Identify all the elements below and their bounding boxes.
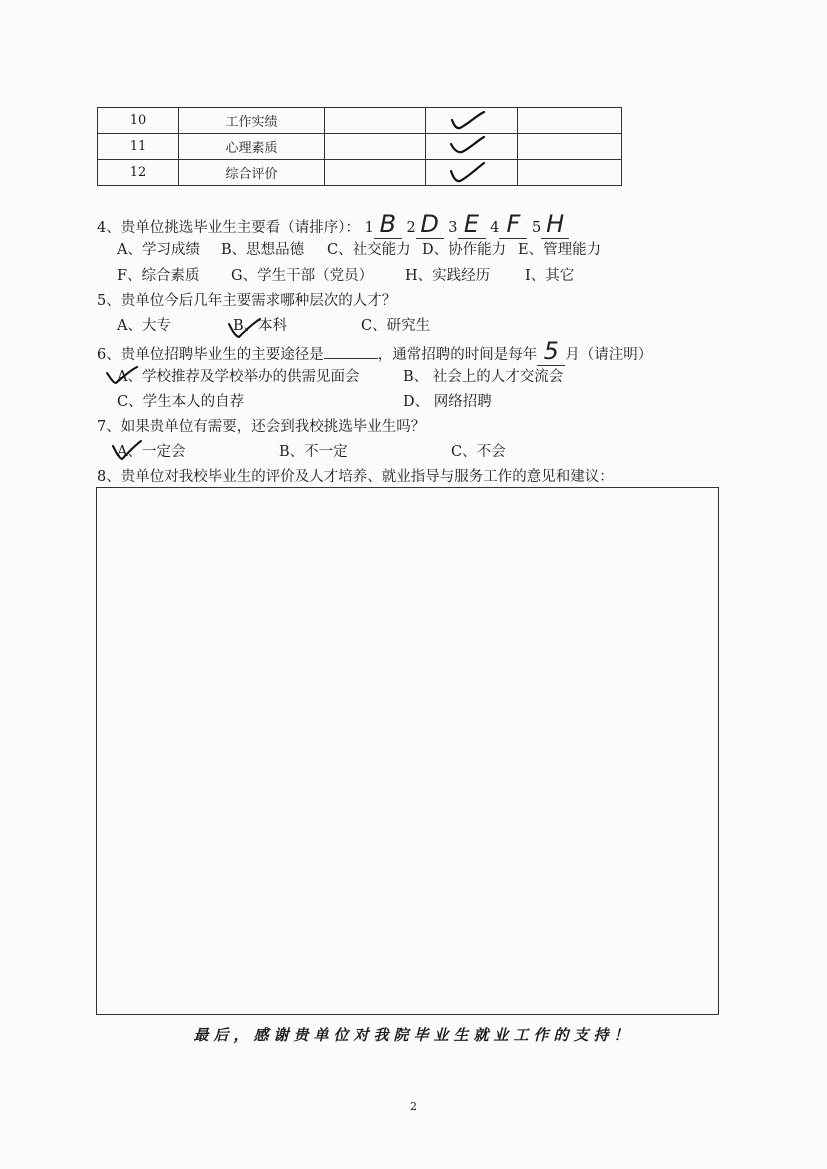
option-c[interactable]: C、不会: [451, 444, 506, 460]
empty-cell: [518, 134, 622, 160]
rank-3-answer: E: [463, 210, 480, 238]
rank-5-answer: H: [546, 210, 565, 238]
checked-cell[interactable]: [426, 160, 518, 186]
row-item: 综合评价: [179, 160, 325, 186]
q4-prompt: 4、贵单位挑选毕业生主要看（请排序）：: [97, 220, 360, 236]
empty-cell: [325, 134, 426, 160]
table-row: [98, 108, 622, 134]
rank-4[interactable]: 4 F: [490, 220, 527, 236]
check-mark-icon: [448, 135, 488, 159]
empty-cell: [518, 160, 622, 186]
month-blank[interactable]: [537, 337, 565, 366]
closing-message: 最后，感谢贵单位对我院毕业生就业工作的支持！: [193, 1026, 634, 1044]
checked-cell[interactable]: [426, 134, 518, 160]
q6-options-row2: [117, 392, 492, 412]
q5-options: [117, 316, 430, 336]
q8-prompt: 8、贵单位对我校毕业生的评价及人才培养、就业指导与服务工作的意见和建议：: [97, 469, 614, 485]
q7-options: [117, 442, 506, 462]
option-b[interactable]: B、本科: [233, 318, 288, 334]
q5-prompt: 5、贵单位今后几年主要需求哪种层次的人才？: [97, 293, 397, 309]
option-d[interactable]: D、协作能力: [422, 242, 507, 258]
checked-cell[interactable]: [426, 108, 518, 134]
q4-question: [97, 210, 569, 239]
rank-2[interactable]: 2 D: [406, 220, 443, 236]
row-number: 12: [98, 160, 179, 186]
option-a[interactable]: A、一定会: [117, 444, 186, 460]
option-d[interactable]: D、 网络招聘: [403, 394, 492, 410]
option-b[interactable]: B、思想品德: [221, 242, 305, 258]
page-number: 2: [410, 1100, 417, 1113]
q4-options-row2: [117, 266, 574, 286]
option-c[interactable]: C、学生本人的自荐: [117, 394, 245, 410]
empty-cell: [325, 108, 426, 134]
option-b[interactable]: B、 社会上的人才交流会: [403, 369, 564, 385]
option-g[interactable]: G、学生干部（党员）: [231, 268, 374, 284]
row-number: 10: [98, 108, 179, 134]
q7-prompt: 7、如果贵单位有需要，还会到我校挑选毕业生吗？: [97, 419, 426, 435]
q6-prompt-c: 月（请注明）: [565, 347, 653, 363]
empty-cell: [518, 108, 622, 134]
check-mark-icon: [226, 316, 262, 342]
option-a[interactable]: A、学校推荐及学校举办的供需见面会: [117, 369, 360, 385]
option-f[interactable]: F、综合素质: [117, 268, 200, 284]
option-h[interactable]: H、实践经历: [405, 268, 491, 284]
option-e[interactable]: E、管理能力: [518, 242, 602, 258]
rank-1-answer: B: [379, 210, 397, 238]
rank-5[interactable]: 5 H: [532, 220, 569, 236]
option-i[interactable]: I、其它: [525, 268, 575, 284]
comments-box[interactable]: [96, 487, 719, 1015]
evaluation-table: [97, 107, 622, 186]
row-item: 工作实绩: [179, 108, 325, 134]
option-a[interactable]: A、学习成绩: [117, 242, 200, 258]
row-item: 心理素质: [179, 134, 325, 160]
check-mark-icon: [448, 109, 488, 133]
option-b[interactable]: B、不一定: [279, 444, 348, 460]
rank-4-answer: F: [506, 210, 521, 238]
q6-options-row1: [117, 367, 563, 387]
check-mark-icon: [448, 161, 488, 185]
check-mark-icon: [110, 438, 144, 464]
q6-prompt-a: 6、贵单位招聘毕业生的主要途径是: [97, 347, 324, 363]
option-c[interactable]: C、社交能力: [327, 242, 411, 258]
rank-1[interactable]: 1 B: [365, 220, 402, 236]
check-mark-icon: [104, 364, 140, 388]
route-blank[interactable]: [324, 358, 378, 359]
table-row: [98, 134, 622, 160]
rank-2-answer: D: [420, 210, 439, 238]
q6-question: [97, 337, 653, 366]
q4-options-row1: [117, 240, 601, 260]
month-answer: 5: [543, 337, 559, 365]
option-c[interactable]: C、研究生: [361, 318, 431, 334]
empty-cell: [325, 160, 426, 186]
rank-3[interactable]: 3 E: [448, 220, 485, 236]
row-number: 11: [98, 134, 179, 160]
table-row: [98, 160, 622, 186]
option-a[interactable]: A、大专: [117, 318, 171, 334]
q6-prompt-b: ，通常招聘的时间是每年: [377, 347, 538, 363]
